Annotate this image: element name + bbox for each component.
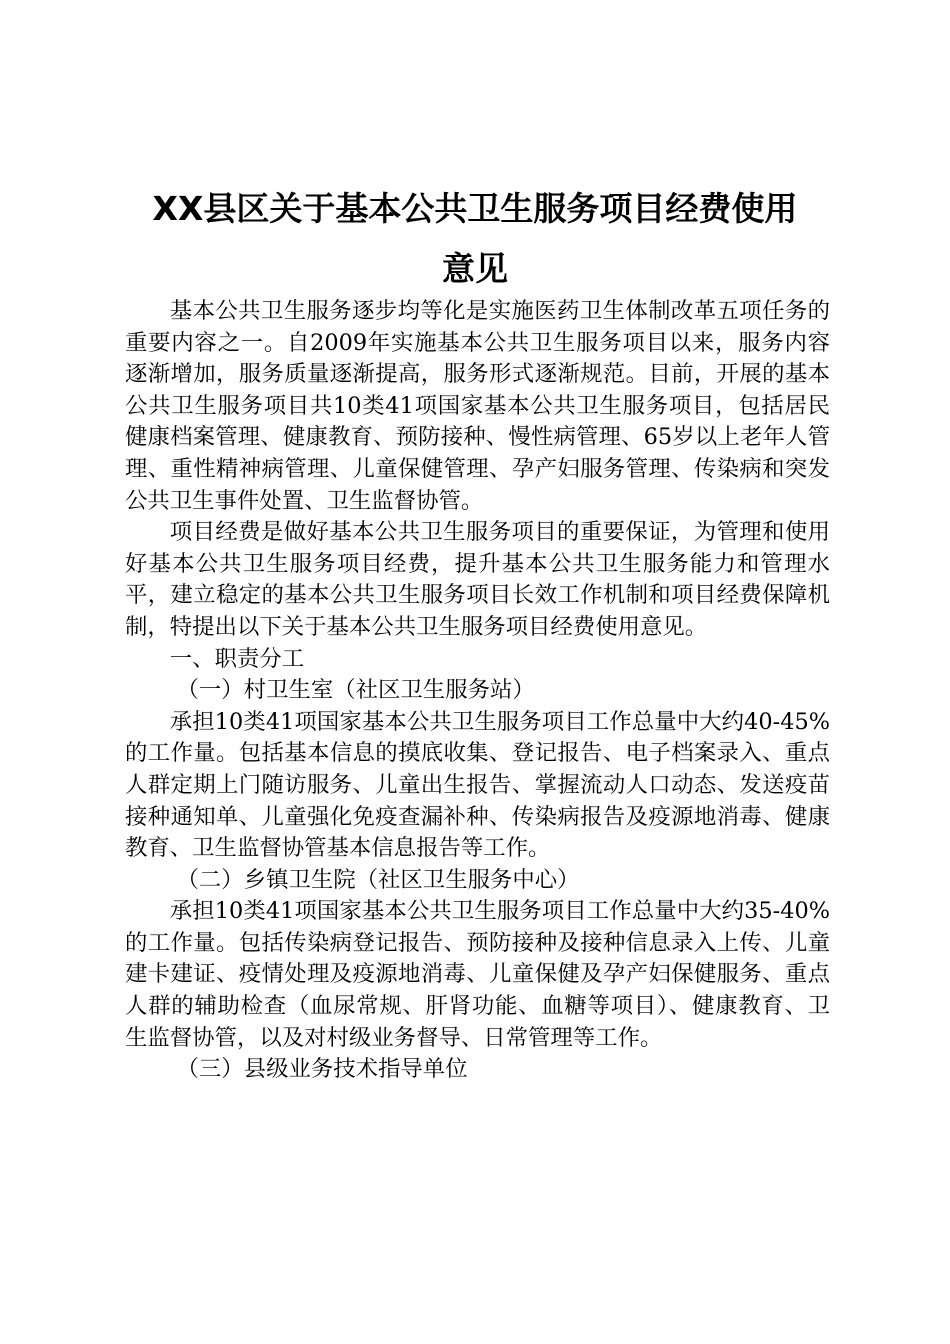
document-title-line-1: XX县区关于基本公共卫生服务项目经费使用 <box>152 189 798 228</box>
section-heading: 一、职责分工 <box>169 645 305 672</box>
subsection-heading: （一）村卫生室（社区卫生服务站） <box>176 677 535 704</box>
body-paragraph: 项目经费是做好基本公共卫生服务项目的重要保证，为管理和使用好基本公共卫生服务项目经费，提升基本公共卫生服务能力和管理水平，建立稳定的基本公共卫生服务项目长效工作机制和项目经费保障机制，特提出以下关于基本公共卫生服务项目经费使用意见。 <box>125 519 830 640</box>
body-paragraph: 承担10类41项国家基本公共卫生服务项目工作总量中大约40-45%的工作量。包括基本信息的摸底收集、登记报告、电子档案录入、重点人群定期上门随访服务、儿童出生报告、掌握流动人口动态、发送疫苗接种通知单、儿童强化免疫查漏补种、传染病报告及疫源地消毒、健康教育、卫生监督协管基本信息报告等工作。 <box>125 708 830 862</box>
document-title-line-2: 意见 <box>442 249 508 288</box>
subsection-heading: （三）县级业务技术指导单位 <box>176 1056 468 1083</box>
document-body <box>125 296 830 1086</box>
body-paragraph: 基本公共卫生服务逐步均等化是实施医药卫生体制改革五项任务的重要内容之一。自2009年实施基本公共卫生服务项目以来，服务内容逐渐增加，服务质量逐渐提高，服务形式逐渐规范。目前，开展的基本公共卫生服务项目共10类41项国家基本公共卫生服务项目，包括居民健康档案管理、健康教育、预防接种、慢性病管理、65岁以上老年人管理、重性精神病管理、儿童保健管理、孕产妇服务管理、传染病和突发公共卫生事件处置、卫生监督协管。 <box>125 298 830 514</box>
body-paragraph: 承担10类41项国家基本公共卫生服务项目工作总量中大约35-40%的工作量。包括传染病登记报告、预防接种及接种信息录入上传、儿童建卡建证、疫情处理及疫源地消毒、儿童保健及孕产妇保健服务、重点人群的辅助检查（血尿常规、肝肾功能、血糖等项目）、健康教育、卫生监督协管，以及对村级业务督导、日常管理等工作。 <box>125 898 830 1051</box>
subsection-heading: （二）乡镇卫生院（社区卫生服务中心） <box>176 866 580 893</box>
